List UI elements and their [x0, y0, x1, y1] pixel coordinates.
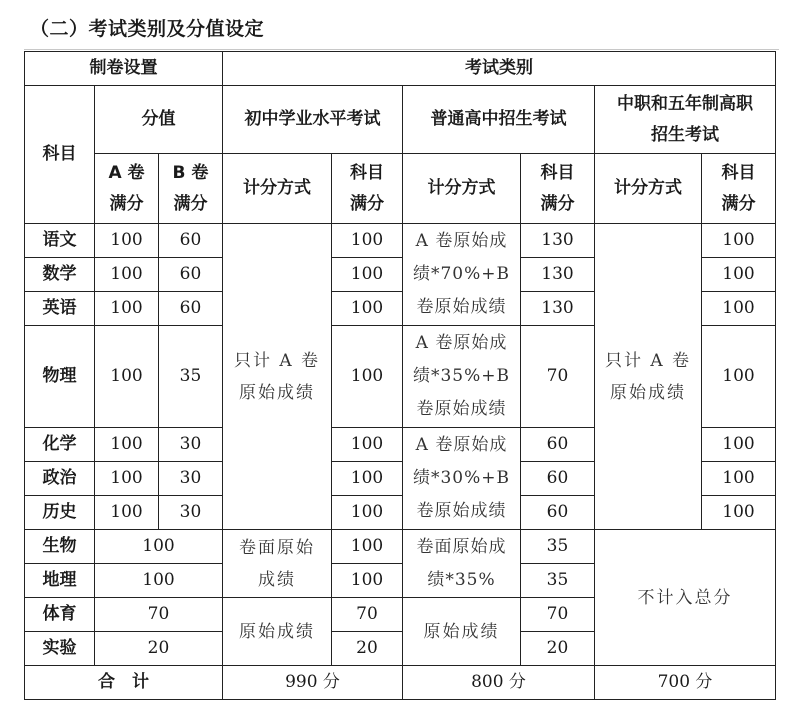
- header-b-full-line1: B 卷: [172, 162, 209, 183]
- header-exam-vocational-line2: 招生考试: [651, 124, 719, 145]
- a-paper-full-score: 100: [95, 292, 159, 326]
- header-junior-method: 计分方式: [223, 154, 332, 224]
- a-paper-full-score: 100: [95, 428, 159, 462]
- ab-paper-full-score: 100: [95, 564, 223, 598]
- senior-method-35: [403, 326, 521, 428]
- senior-method-surface: [403, 530, 521, 598]
- subject-name: 历史: [25, 496, 95, 530]
- ab-paper-full-score: 100: [95, 530, 223, 564]
- senior-full-score: 35: [521, 530, 595, 564]
- header-junior-full-line2: 满分: [350, 193, 384, 214]
- senior-full-score: 70: [521, 326, 595, 428]
- header-senior-full-line2: 满分: [540, 193, 575, 214]
- senior-full-score: 130: [521, 292, 595, 326]
- junior-full-score: 100: [332, 496, 403, 530]
- senior-method-raw: 原始成绩: [403, 598, 521, 666]
- subject-name: 政治: [25, 462, 95, 496]
- header-senior-method: 计分方式: [403, 154, 521, 224]
- total-senior: 800 分: [403, 666, 595, 700]
- a-paper-full-score: 100: [95, 258, 159, 292]
- b-paper-full-score: 35: [159, 326, 223, 428]
- senior-full-score: 130: [521, 258, 595, 292]
- junior-full-score: 70: [332, 598, 403, 632]
- voc-method-a-only-line2: 原始成绩: [610, 382, 686, 403]
- junior-full-score: 100: [332, 530, 403, 564]
- a-paper-full-score: 100: [95, 496, 159, 530]
- ab-paper-full-score: 20: [95, 632, 223, 666]
- voc-method-a-only: [595, 224, 702, 530]
- total-label: 合 计: [25, 666, 223, 700]
- senior-full-score: 60: [521, 462, 595, 496]
- senior-method-70-line1: A 卷原始成: [415, 231, 508, 251]
- junior-full-score: 100: [332, 258, 403, 292]
- junior-full-score: 20: [332, 632, 403, 666]
- subject-name: 数学: [25, 258, 95, 292]
- header-a-full: [95, 154, 159, 224]
- senior-full-score: 70: [521, 598, 595, 632]
- junior-method-surface-line2: 成绩: [258, 569, 296, 590]
- voc-not-counted: 不计入总分: [595, 530, 776, 666]
- junior-full-score: 100: [332, 564, 403, 598]
- header-voc-full-line2: 满分: [721, 193, 756, 214]
- header-score-value: 分值: [95, 86, 223, 154]
- header-junior-full-line1: 科目: [350, 162, 384, 183]
- senior-full-score: 130: [521, 224, 595, 258]
- header-paper-settings: 制卷设置: [25, 52, 223, 86]
- header-subject: 科目: [25, 86, 95, 224]
- header-junior-full: [332, 154, 403, 224]
- senior-method-70-line2: 绩*70%+B: [412, 264, 511, 284]
- senior-method-30-line2: 绩*30%+B: [412, 468, 511, 488]
- voc-full-score: 100: [702, 258, 776, 292]
- senior-method-surface-line2: 绩*35%: [427, 569, 496, 590]
- total-vocational: 700 分: [595, 666, 776, 700]
- subject-name: 地理: [25, 564, 95, 598]
- b-paper-full-score: 30: [159, 428, 223, 462]
- header-exam-senior: 普通高中招生考试: [403, 86, 595, 154]
- junior-method-surface: [223, 530, 332, 598]
- subject-name: 物理: [25, 326, 95, 428]
- header-exam-vocational: [595, 86, 776, 154]
- senior-method-30-line1: A 卷原始成: [415, 435, 508, 455]
- voc-full-score: 100: [702, 462, 776, 496]
- header-senior-full-line1: 科目: [540, 162, 575, 183]
- senior-full-score: 60: [521, 496, 595, 530]
- header-a-full-line1: A 卷: [108, 162, 145, 183]
- header-exam-junior: 初中学业水平考试: [223, 86, 403, 154]
- subject-name: 生物: [25, 530, 95, 564]
- junior-method-a-only: [223, 224, 332, 530]
- senior-method-30: [403, 428, 521, 530]
- a-paper-full-score: 100: [95, 326, 159, 428]
- senior-full-score: 20: [521, 632, 595, 666]
- header-exam-vocational-line1: 中职和五年制高职: [617, 93, 753, 114]
- junior-method-raw: 原始成绩: [223, 598, 332, 666]
- a-paper-full-score: 100: [95, 224, 159, 258]
- voc-full-score: 100: [702, 224, 776, 258]
- title-rule: [24, 49, 779, 50]
- b-paper-full-score: 60: [159, 224, 223, 258]
- b-paper-full-score: 60: [159, 292, 223, 326]
- subject-name: 英语: [25, 292, 95, 326]
- total-junior: 990 分: [223, 666, 403, 700]
- junior-full-score: 100: [332, 224, 403, 258]
- b-paper-full-score: 30: [159, 496, 223, 530]
- header-b-full: [159, 154, 223, 224]
- subject-name: 语文: [25, 224, 95, 258]
- senior-method-70: [403, 224, 521, 326]
- header-b-full-line2: 满分: [173, 193, 208, 214]
- senior-method-surface-line1: 卷面原始成: [416, 536, 507, 557]
- b-paper-full-score: 30: [159, 462, 223, 496]
- voc-full-score: 100: [702, 292, 776, 326]
- header-exam-types: 考试类别: [223, 52, 776, 86]
- junior-full-score: 100: [332, 428, 403, 462]
- senior-method-35-line2: 绩*35%+B: [412, 366, 511, 386]
- page-title: （二）考试类别及分值设定: [30, 18, 265, 40]
- b-paper-full-score: 60: [159, 258, 223, 292]
- header-voc-full: [702, 154, 776, 224]
- voc-full-score: 100: [702, 428, 776, 462]
- junior-method-a-only-line1: 只计 A 卷: [233, 350, 321, 371]
- senior-method-35-line1: A 卷原始成: [415, 333, 508, 353]
- voc-method-a-only-line1: 只计 A 卷: [604, 350, 692, 371]
- score-table: [24, 51, 776, 700]
- senior-method-35-line3: 卷原始成绩: [416, 399, 507, 419]
- voc-full-score: 100: [702, 496, 776, 530]
- voc-full-score: 100: [702, 326, 776, 428]
- senior-full-score: 60: [521, 428, 595, 462]
- senior-method-30-line3: 卷原始成绩: [416, 501, 507, 521]
- junior-full-score: 100: [332, 292, 403, 326]
- junior-method-a-only-line2: 原始成绩: [239, 382, 315, 403]
- subject-name: 实验: [25, 632, 95, 666]
- header-senior-full: [521, 154, 595, 224]
- junior-method-surface-line1: 卷面原始: [239, 537, 315, 558]
- senior-full-score: 35: [521, 564, 595, 598]
- header-voc-method: 计分方式: [595, 154, 702, 224]
- senior-method-70-line3: 卷原始成绩: [416, 297, 507, 317]
- a-paper-full-score: 100: [95, 462, 159, 496]
- junior-full-score: 100: [332, 326, 403, 428]
- header-a-full-line2: 满分: [109, 193, 144, 214]
- ab-paper-full-score: 70: [95, 598, 223, 632]
- junior-full-score: 100: [332, 462, 403, 496]
- header-voc-full-line1: 科目: [721, 162, 756, 183]
- subject-name: 体育: [25, 598, 95, 632]
- subject-name: 化学: [25, 428, 95, 462]
